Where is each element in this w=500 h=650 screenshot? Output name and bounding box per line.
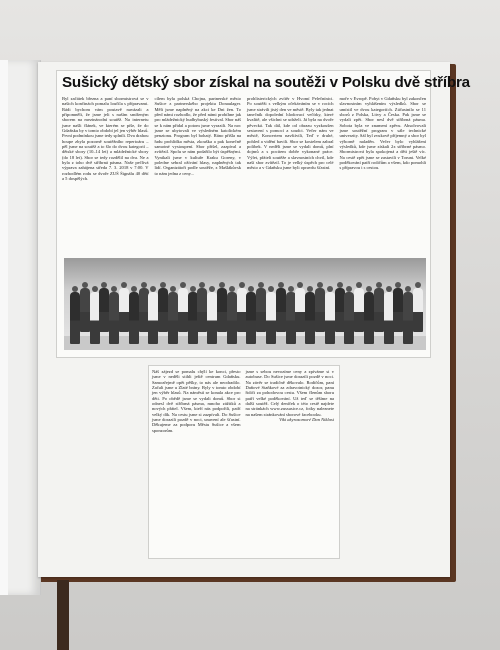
photo-figure xyxy=(237,288,247,332)
continuation-text: jsme s sebou nevozíme ceny a zpíváme si v autobuse. Do Sušice jsme dorazili pozdě v noci. Na závěr se tradičně děkovalo. Rodičům, paní Daňové Staňkové za zdravotnický dozor, panu řidiči za pohodovou cestu. Všem členům sboru patří velké poděkování. Už teď se těšíme na další soutěž. Celý deníček o této cestě najdete na stránkách www.zussusice.cz, fotky naleznete na našem stránkování sborové facebooku. xyxy=(245,369,334,417)
photo-figure xyxy=(197,288,207,332)
photo-figure xyxy=(188,292,198,344)
article-headline: Sušický dětský sbor získal na soutěži v Polsku dvě stříbra xyxy=(62,74,470,91)
photo-figure xyxy=(315,288,325,332)
photo-figure xyxy=(227,292,237,344)
bookmark-ribbon xyxy=(57,580,69,650)
photo-figure xyxy=(148,292,158,344)
photo-figure xyxy=(325,292,335,344)
photo-figure xyxy=(384,292,394,344)
photo-figure xyxy=(80,288,90,332)
photo-figure xyxy=(70,292,80,344)
continuation-column: Náš zájezd se pomalu chýlí ke konci, přesto jsme v neděli stihli ještě centrum Gdaňsku. Samozřejmě opět pěšky, to nás ale neodradilo. Začali jsme u Zlaté brány. Byly v tomto období jen výběr hlasů. Na náměstí se konala akce pro děti. Po obědě jsme se vydali domů. Sbor si odnesl dvě stříbrná pásma, mnoho zážitků a nových přátel. Všem, kteří nás podpořili, patří velký dík. Na cestu jsme si zazpívali. Do Sušice jsme dorazili pozdě v noci, unavení ale šťastní. Děkujeme za podporu Městu Sušice a všem sponzorům. xyxy=(152,369,241,433)
photo-figure xyxy=(286,292,296,344)
photo-figure xyxy=(364,292,374,344)
photo-figure xyxy=(119,288,129,332)
photo-figure xyxy=(276,288,286,332)
photo-figure xyxy=(129,292,139,344)
photo-figure xyxy=(246,292,256,344)
photo-figure xyxy=(266,292,276,344)
photo-figure xyxy=(90,292,100,344)
left-page-edge xyxy=(0,60,41,595)
article-columns xyxy=(62,96,426,254)
article-column: Byl začátek března a paní sbormistrová se v našich končinách pomalu loučila s přípravami. Rádi bychom vám poutavě navázali a připomněli, že jsme jeli s naším smíšeným sborem na mezinárodní soutěž. Na internetu jsme našli článek, ve kterém se píše, že do Gdaňsku by v tomto období jel jen výběr hlasů. První podmínkou jsme tedy splnili. Dva drahou houpe zbyla pozorně soutěžního repertoáru – pěl jsme na soutěž a to šlo do dvou kategorií – dětské sbory (10–14 let) a mládežnické sbory (do 18 let). Sbor se tedy rozdělil na dva. Ne a byla z toho dvě stříbrná pásma. Naše pečlivá výprava zahájena středa 7. 3. 2018 v 7:00. V rozhodlém rodu se dvoře ZUŠ Šignálu 40 dětí a 5 dospělých. xyxy=(62,96,149,182)
photo-figure xyxy=(178,288,188,332)
photo-figure xyxy=(344,292,354,344)
article-column: prohlisterických zvítěr v Hvomí Pelečnínici. Po soutěži s velkým očekáváním se v rocích jsme strávili jistý den ve městě. Byly tak jednat tanečník dopolední hlodovací večírky, které kvalitě, ale všichni se udrželi. Já byla na dvoře pěvecká. Tak dál, kde od obrazu vyzkoušen sestavení s pomocí a soudci. Večer nám ve městě, Koncertem navštívili, Teď v druhé, pohled a vidění bavili. Sbor se kostelem zabral polibek. V neděli jsme se vydali domů, plní dojmů a s pocitem dobře vykonané práce. Výlet, přáteli soutěže a slavnostních chvil, kde naší sbor zvítězil. To je velký úspěch pro celé město a v Gdaňsku jsme byli opravdu šťastní. xyxy=(247,96,334,171)
choir-group-photo xyxy=(64,258,426,350)
photo-figure xyxy=(139,288,149,332)
photo-figure xyxy=(374,288,384,332)
photo-figure xyxy=(393,288,403,332)
photo-figure xyxy=(256,288,266,332)
photo-figure xyxy=(217,288,227,332)
continuation-column xyxy=(246,369,335,555)
photo-figure xyxy=(413,288,423,332)
photo-figure xyxy=(158,288,168,332)
photo-figure xyxy=(99,288,109,332)
photo-figure xyxy=(109,292,119,344)
photo-figure xyxy=(335,288,345,332)
photo-figure xyxy=(354,288,364,332)
photo-figure xyxy=(403,292,413,344)
photo-figure xyxy=(207,292,217,344)
article-column: moře v Evropě. Pobyt v Gdaňsku byl zakončen slavnostním vyhlášením výsledků. Sbor se umístil ve dvou kategoriích. Zúčastnilo se 11 sborů z Polska, Litvy a Česka. Pak jsme se vydali zpět. Sbor nesl dvě stříbrná pásma. Sobota byla ve znamení zpěvu. Absolvovali jsme soutěžní program v sále technické univerzity. Sál byl zvukově příjemný a sbor byl výborně naladěn. Večer bylo vyhlášení výsledků, kde jsme získali 2x stříbrné pásmo. Sbormistrová byla spokojená a děti ještě víc. Na cestě zpět jsme se zastavili v Toruni. Velké poděkování patří rodičům a všem, kdo pomohli s přípravou i s cestou. xyxy=(339,96,426,171)
author-signature: Viki akyrasomoré Dan Niklasi xyxy=(279,417,334,423)
continuation-columns xyxy=(152,369,334,555)
photo-figure xyxy=(305,292,315,344)
article-column: cílem byla polská Chojna, partnerské město Sušice z partnerského projektu Donaulager. Měli jsme naplněný na akci ke Dni žen. To před námi rozhodlo, že před námi probíhne jak pro mládežnický hudbybuský festival. Sbor náš se k nám přidal a potom jsme vyrazili. Na noc jsme se ubytovali ve výsledném katolickém penzionu. Program byl bohatý. Ráno přišla na řadu prohlídka města, zkouška a pak konečně samotné vystoupení. Sbor přišel, zazpíval a zvítězil. Spolu se nám podařilo být úspěšnými. Vynikali jsme v kultuře Kraku Goreny, v poledne sebral ožívání hlasy, naplněných tak lidí. Organizátoři podle soutěže, z Mašlákůvsk to nám jedna z ceny... xyxy=(154,96,241,176)
photo-figure xyxy=(295,288,305,332)
photo-figure xyxy=(168,292,178,344)
